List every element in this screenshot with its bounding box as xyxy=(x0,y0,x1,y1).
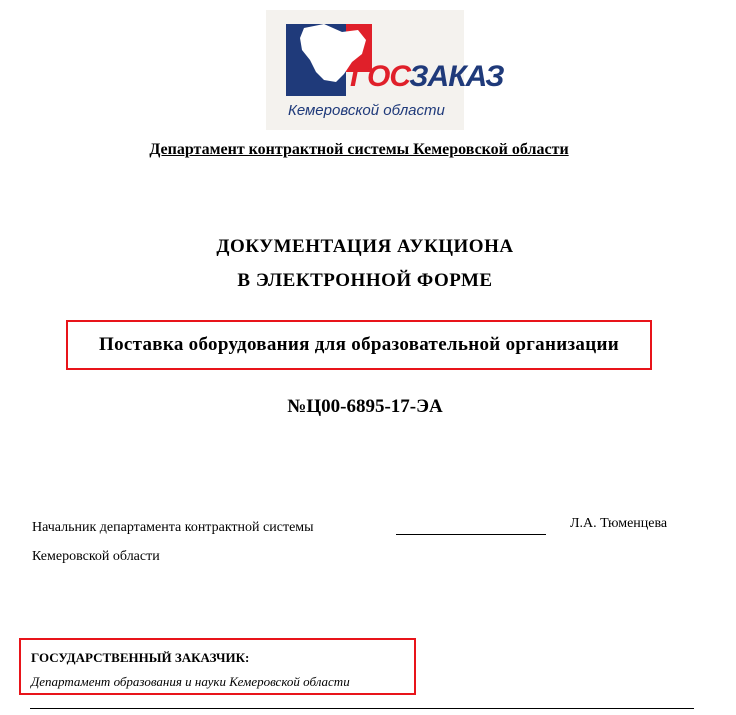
customer-name: Департамент образования и науки Кемеровской области xyxy=(31,674,350,689)
department-title: Департамент контрактной системы Кемеровской области xyxy=(149,141,569,158)
customer-label: ГОСУДАРСТВЕННЫЙ ЗАКАЗЧИК: xyxy=(31,650,250,665)
signatory-name: Л.А. Тюменцева xyxy=(570,516,668,531)
bottom-divider xyxy=(30,708,694,709)
doc-title-line1: ДОКУМЕНТАЦИЯ АУКЦИОНА xyxy=(216,236,514,257)
signature-line xyxy=(396,534,546,535)
logo-wordmark xyxy=(350,62,503,92)
signatory-role-line2: Кемеровской области xyxy=(32,549,160,564)
subject-highlight-box xyxy=(66,320,652,370)
logo-zakaz-text: ЗАКАЗ xyxy=(409,60,504,93)
logo-gos-text: ГОС xyxy=(350,60,410,93)
procurement-subject: Поставка оборудования для образовательной организации xyxy=(99,334,619,355)
doc-title-line2: В ЭЛЕКТРОННОЙ ФОРМЕ xyxy=(237,270,493,291)
customer-highlight-box xyxy=(19,638,416,695)
procurement-number: №Ц00-6895-17-ЭА xyxy=(287,396,443,417)
goszakaz-logo xyxy=(266,10,504,130)
logo-subtitle: Кемеровской области xyxy=(288,102,445,119)
signatory-role-line1: Начальник департамента контрактной системы xyxy=(32,520,314,535)
